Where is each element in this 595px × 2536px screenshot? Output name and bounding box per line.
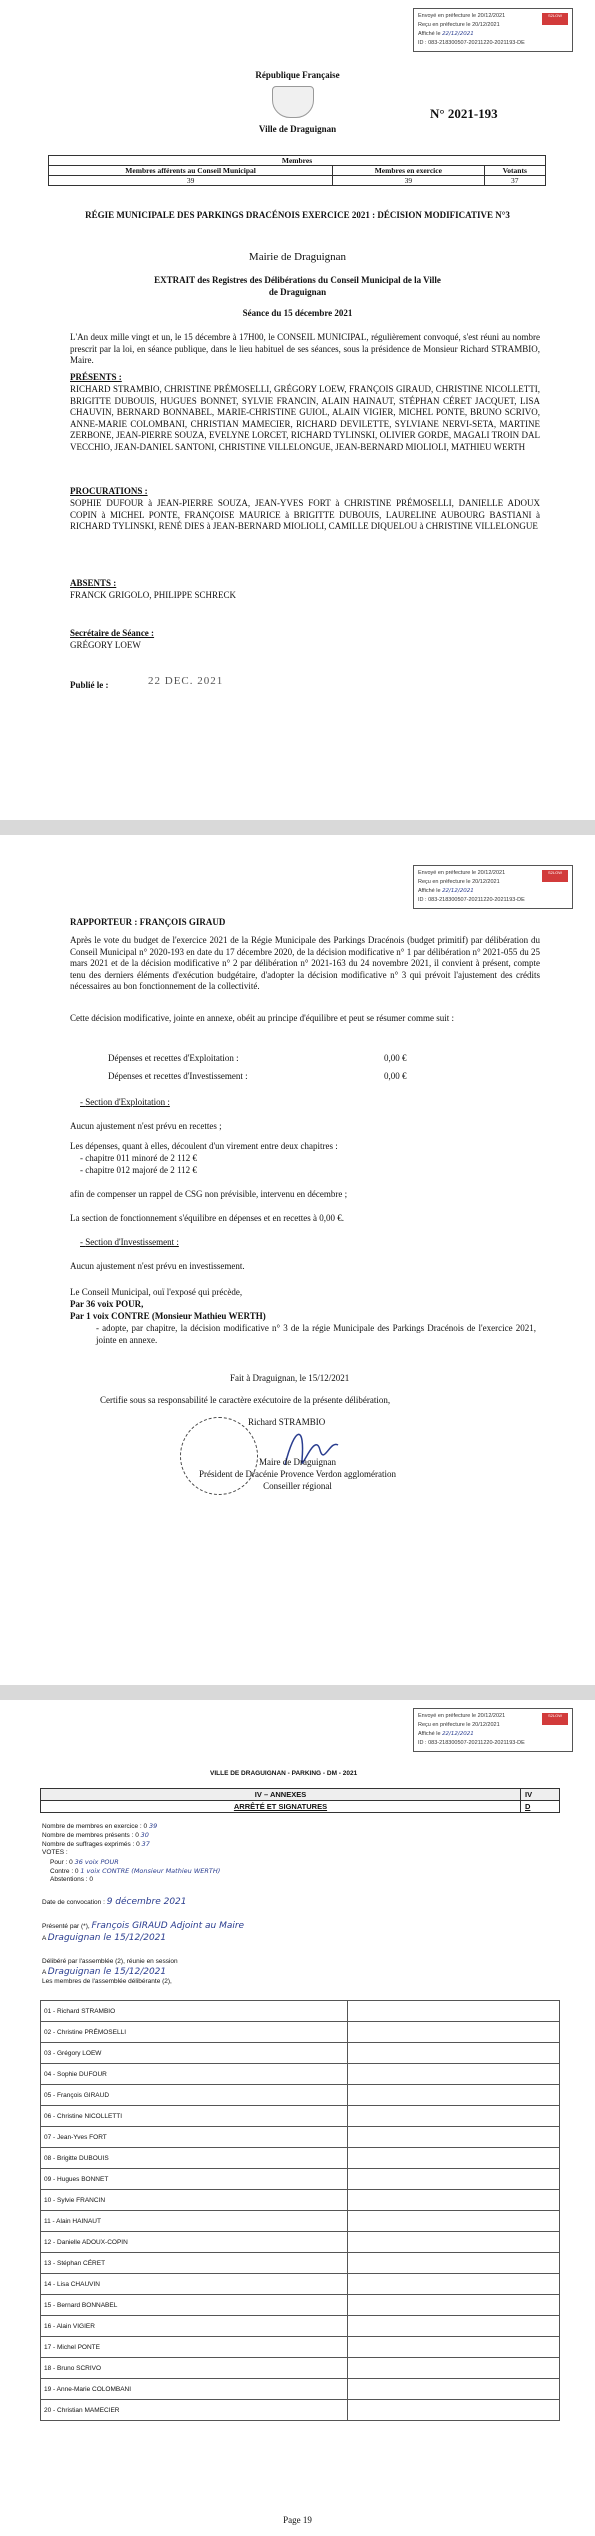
signature-cell: [348, 2127, 560, 2148]
adopte-text: - adopte, par chapitre, la décision modificative n° 3 de la régie Municipale des Parkings Dracénois de l'exercice 2021, jointe en annexe.: [96, 1323, 536, 1345]
signature-cell: [348, 2064, 560, 2085]
signature-cell: [348, 2169, 560, 2190]
date-convocation: Date de convocation : 9 décembre 2021: [42, 1897, 187, 1907]
signature-row: [41, 2169, 560, 2190]
signature-cell: [348, 2358, 560, 2379]
extrait-label: EXTRAIT des Registres des Délibérations du Conseil Municipal de la Ville de Draguignan: [154, 275, 441, 297]
investissement-value: 0,00 €: [384, 1071, 407, 1081]
conseil-label: Le Conseil Municipal, ouï l'exposé qui précède,: [70, 1287, 243, 1297]
signataire-name: Richard STRAMBIO: [248, 1417, 326, 1427]
seance-date: Séance du 15 décembre 2021: [242, 308, 353, 318]
president-title: Président de Dracénie Provence Verdon agglomération: [198, 1469, 396, 1479]
csg-note: afin de compenser un rappel de CSG non prévisible, intervenu en décembre ;: [70, 1189, 348, 1199]
page-3-annexe: [0, 1700, 595, 2536]
signature-row: [41, 2379, 560, 2400]
signature-row: [41, 2127, 560, 2148]
annex-header: VILLE DE DRAGUIGNAN - PARKING - DM - 2021: [210, 1770, 358, 1777]
signer-name: 18 - Bruno SCRIVO: [41, 2358, 348, 2379]
mairie-label: Mairie de Draguignan: [248, 251, 347, 263]
signature-cell: [348, 2190, 560, 2211]
certifie-text: Certifie sous sa responsabilité le caractère exécutoire de la présente délibération,: [100, 1395, 391, 1405]
city-crest-icon: [272, 86, 314, 118]
annex-title-box: IV – ANNEXES IV ARRÊTÉ ET SIGNATURES D: [40, 1788, 560, 1813]
signature-cell: [348, 2274, 560, 2295]
chapitre-011: - chapitre 011 minoré de 2 112 €: [80, 1153, 198, 1163]
signer-name: 12 - Danielle ADOUX-COPIN: [41, 2232, 348, 2253]
signer-name: 13 - Stéphan CÉRET: [41, 2253, 348, 2274]
signature-row: [41, 2337, 560, 2358]
signature-cell: [348, 2106, 560, 2127]
signer-name: 15 - Bernard BONNABEL: [41, 2295, 348, 2316]
signature-cell: [348, 2211, 560, 2232]
exploitation-depenses: Les dépenses, quant à elles, découlent d'un virement entre deux chapitres :: [70, 1141, 338, 1151]
signature-cell: [348, 2085, 560, 2106]
signature-row: [41, 2274, 560, 2295]
signature-row: [41, 2043, 560, 2064]
maire-title: Maire de Draguignan: [259, 1457, 336, 1467]
investissement-text: Aucun ajustement n'est prévu en investissement.: [70, 1261, 245, 1271]
s2low-logo: S2LOW: [542, 870, 568, 882]
signature-row: [41, 2232, 560, 2253]
signature-row: [41, 2295, 560, 2316]
page-2: [0, 835, 595, 1685]
signer-name: 16 - Alain VIGIER: [41, 2316, 348, 2337]
membres-table: Membres Membres afférents au Conseil Municipal Membres en exercice Votants 39 39 37: [48, 155, 546, 186]
republique-label: République Française: [255, 70, 340, 80]
votes-abstentions: Abstentions : 0: [50, 1876, 93, 1883]
rapporteur: RAPPORTEUR : FRANÇOIS GIRAUD: [70, 917, 226, 927]
signer-name: 10 - Sylvie FRANCIN: [41, 2190, 348, 2211]
votes-label: VOTES :: [42, 1849, 68, 1856]
signature-cell: [348, 2337, 560, 2358]
exploitation-value: 0,00 €: [384, 1053, 407, 1063]
signer-name: 20 - Christian MAMECIER: [41, 2400, 348, 2421]
signature-row: [41, 2211, 560, 2232]
signer-name: 06 - Christine NICOLLETTI: [41, 2106, 348, 2127]
delibere-note: Les membres de l'assemblée délibérante (2),: [42, 1978, 172, 1985]
signature-cell: [348, 2295, 560, 2316]
vote-pour: Par 36 voix POUR,: [70, 1299, 144, 1309]
nb-exercice: Nombre de membres en exercice : 0 39: [42, 1822, 158, 1830]
signature-row: [41, 2253, 560, 2274]
signer-name: 02 - Christine PRÉMOSELLI: [41, 2022, 348, 2043]
absents-list: FRANCK GRIGOLO, PHILIPPE SCHRECK: [70, 590, 237, 600]
s2low-logo: S2LOW: [542, 1713, 568, 1725]
delibere-label: Délibéré par l'assemblée (2), réunie en session: [42, 1958, 178, 1965]
prefecture-stamp: S2LOW Envoyé en préfecture le 20/12/2021 Reçu en préfecture le 20/12/2021 Affiché le 22/12/2021 ID : 083-218300507-20211220-2021193-DE: [413, 865, 573, 909]
votes-pour: Pour : 0 36 voix POUR: [50, 1858, 119, 1866]
signature-cell: [348, 2400, 560, 2421]
chapitre-012: - chapitre 012 majoré de 2 112 €: [80, 1165, 197, 1175]
investissement-label: Dépenses et recettes d'Investissement :: [108, 1071, 248, 1081]
paragraph-budget: Après le vote du budget de l'exercice 2021 de la Régie Municipale des Parkings Dracénois (budget primitif) par délibération du Conseil Municipal n° 2020-193 en date du 17 décembre 2020, de la décision modificative n° 1 par délibération n° 2021-055 du 25 mars 2021 et de la décision modificative n° 2 par délibération n° 2021-163 du 24 novembre 2021, il convient à présent, compte tenu des derniers éléments d'exécution budgétaire, d'adopter la décision modificative n° 3 qui prévoit l'ajustement des crédits nécessaires au bon fonctionnement de la collectivité.: [70, 935, 540, 991]
page-1: [0, 0, 595, 820]
signer-name: 01 - Richard STRAMBIO: [41, 2001, 348, 2022]
signature-cell: [348, 2253, 560, 2274]
signature-row: [41, 2085, 560, 2106]
presents-label: PRÉSENTS :: [70, 372, 122, 382]
exploitation-label: Dépenses et recettes d'Exploitation :: [108, 1053, 239, 1063]
exploitation-recettes: Aucun ajustement n'est prévu en recettes ;: [70, 1121, 222, 1131]
intro-paragraph: L'An deux mille vingt et un, le 15 décembre à 17H00, le CONSEIL MUNICIPAL, régulièrement convoqué, s'est réuni au nombre prescrit par la loi, en séance publique, dans le lieu habituel de ses séances, sous la présidence de Monsieur Richard STRAMBIO, Maire.: [70, 332, 540, 365]
publie-label: Publié le :: [70, 680, 109, 690]
publie-date-stamp: 22 DEC. 2021: [148, 675, 224, 687]
signature-cell: [348, 2043, 560, 2064]
secretaire-name: GRÉGORY LOEW: [70, 640, 141, 650]
signature-cell: [348, 2379, 560, 2400]
signature-row: [41, 2190, 560, 2211]
ville-label: Ville de Draguignan: [258, 124, 337, 134]
objet-title: RÉGIE MUNICIPALE DES PARKINGS DRACÉNOIS EXERCICE 2021 : DÉCISION MODIFICATIVE N°3: [85, 210, 510, 220]
signature-row: [41, 2358, 560, 2379]
signer-name: 19 - Anne-Marie COLOMBANI: [41, 2379, 348, 2400]
signer-name: 17 - Michel PONTE: [41, 2337, 348, 2358]
signature-cell: [348, 2232, 560, 2253]
signature-row: [41, 2316, 560, 2337]
deliberation-number: N° 2021-193: [430, 106, 498, 121]
signer-name: 05 - François GIRAUD: [41, 2085, 348, 2106]
signature-row: [41, 2106, 560, 2127]
signer-name: 11 - Alain HAINAUT: [41, 2211, 348, 2232]
signature-cell: [348, 2001, 560, 2022]
signer-name: 08 - Brigitte DUBOUIS: [41, 2148, 348, 2169]
section-exploitation-heading: - Section d'Exploitation :: [80, 1097, 170, 1107]
delibere-a: A Draguignan le 15/12/2021: [42, 1967, 167, 1977]
page-number: Page 19: [283, 2515, 312, 2525]
signature-row: [41, 2400, 560, 2421]
signature-row: [41, 2022, 560, 2043]
secretaire-label: Secrétaire de Séance :: [70, 628, 155, 638]
nb-suffrages: Nombre de suffrages exprimés : 0 37: [42, 1840, 150, 1848]
signatures-table: [40, 2000, 560, 2421]
presente-a: A Draguignan le 15/12/2021: [42, 1933, 167, 1943]
prefecture-stamp: S2LOW Envoyé en préfecture le 20/12/2021 Reçu en préfecture le 20/12/2021 Affiché le 22/12/2021 ID : 083-218300507-20211220-2021193-DE: [413, 8, 573, 52]
signature-cell: [348, 2022, 560, 2043]
procurations-label: PROCURATIONS :: [70, 486, 148, 496]
signature-row: [41, 2064, 560, 2085]
section-investissement-heading: - Section d'Investissement :: [80, 1237, 179, 1247]
conseiller-title: Conseiller régional: [263, 1481, 332, 1491]
signer-name: 14 - Lisa CHAUVIN: [41, 2274, 348, 2295]
prefecture-stamp: S2LOW Envoyé en préfecture le 20/12/2021 Reçu en préfecture le 20/12/2021 Affiché le 22/12/2021 ID : 083-218300507-20211220-2021193-DE: [413, 1708, 573, 1752]
absents-label: ABSENTS :: [70, 578, 117, 588]
s2low-logo: S2LOW: [542, 13, 568, 25]
nb-presents: Nombre de membres présents : 0 30: [42, 1831, 149, 1839]
fait-date: Fait à Draguignan, le 15/12/2021: [230, 1373, 350, 1383]
presents-list: RICHARD STRAMBIO, CHRISTINE PRÉMOSELLI, GRÉGORY LOEW, FRANÇOIS GIRAUD, CHRISTINE NICOLLETTI, BRIGITTE DUBOUIS, HUGUES BONNET, SYLVIE FRANCIN, ALAIN HAINAUT, STÉPHAN CÉRET JACQUET, LISA CHAUVIN, BERNARD BONNABEL, MARIE-CHRISTINE GUIOL, ALAIN VIGIER, MICHEL PONTE, BRUNO SCRIVO, ANNE-MARIE COLOMBANI, CHRISTIAN MAMECIER, RICHARD DEVILETTE, SYLVIANE NERVI-SETA, MARTINE ZERBONE, JEAN-PIERRE SOUZA, EVELYNE LORCET, RICHARD TYLINSKI, OLIVIER GORDE, MAGALI TROIN DAL VECCHIO, JEAN-DANIEL SANTONI, CHRISTINE VILLELONGUE, JEAN-BERNARD MIOLIOLI, MATHIEU WERTH: [70, 384, 540, 452]
signature-cell: [348, 2148, 560, 2169]
presente-par: Présenté par (*), François GIRAUD Adjoint au Maire: [42, 1921, 245, 1931]
procurations-list: SOPHIE DUFOUR à JEAN-PIERRE SOUZA, JEAN-YVES FORT à CHRISTINE PRÉMOSELLI, DANIELLE ADOUX COPIN à MICHEL PONTE, FRANÇOISE MAURICE à BRIGITTE DUBOUIS, LAURELINE AUBOURG BASTIANI à RICHARD TYLINSKI, RENÉ DIES à JEAN-BERNARD MIOLIOLI, CAMILLE DIQUELOU à CHRISTINE VILLELONGUE: [70, 498, 540, 531]
votes-contre: Contre : 0 1 voix CONTRE (Monsieur Mathieu WERTH): [50, 1867, 221, 1875]
signature-row: [41, 2001, 560, 2022]
signer-name: 04 - Sophie DUFOUR: [41, 2064, 348, 2085]
signer-name: 07 - Jean-Yves FORT: [41, 2127, 348, 2148]
paragraph-equilibre: Cette décision modificative, jointe en annexe, obéit au principe d'équilibre et peut se résumer comme suit :: [70, 1013, 454, 1023]
signature-row: [41, 2148, 560, 2169]
signer-name: 09 - Hugues BONNET: [41, 2169, 348, 2190]
signer-name: 03 - Grégory LOEW: [41, 2043, 348, 2064]
signature-cell: [348, 2316, 560, 2337]
section-equilibre: La section de fonctionnement s'équilibre en dépenses et en recettes à 0,00 €.: [70, 1213, 345, 1223]
vote-contre: Par 1 voix CONTRE (Monsieur Mathieu WERTH): [70, 1311, 266, 1321]
